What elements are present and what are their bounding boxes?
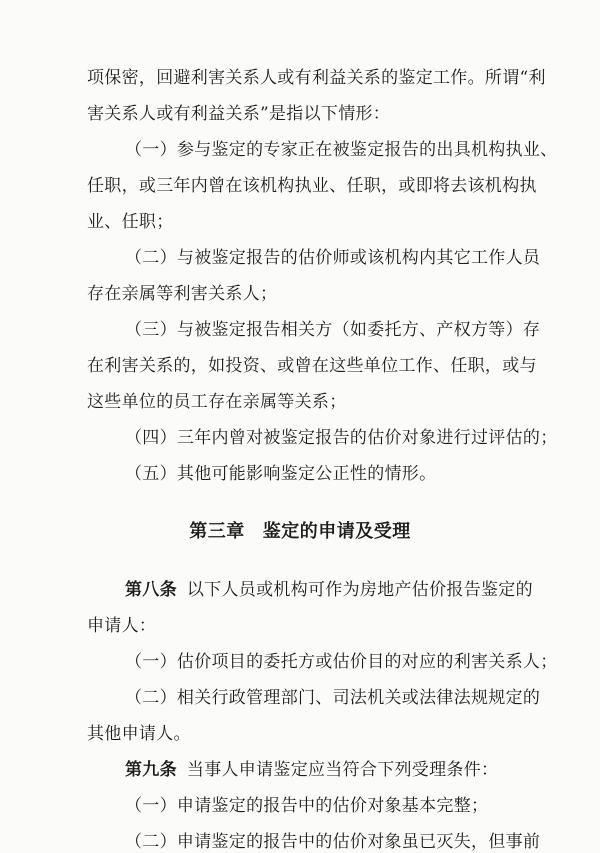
- chapter-number: 第三章: [189, 521, 245, 542]
- list-item-text: 业、任职；: [87, 212, 174, 232]
- list-item-text: （一）参与鉴定的专家正在被鉴定报告的出具机构执业、: [125, 140, 558, 160]
- list-item-text: （二）与被鉴定报告的估价师或该机构内其它工作人员: [125, 248, 541, 268]
- article-label: 第九条: [125, 760, 177, 780]
- article-9: [125, 759, 498, 781]
- list-item-text: （一）估价项目的委托方或估价目的对应的利害关系人；: [125, 652, 558, 672]
- list-item-text: （三）与被鉴定报告相关方（如委托方、产权方等）存: [125, 320, 541, 340]
- list-item-text: （五）其他可能影响鉴定公正性的情形。: [125, 464, 437, 484]
- list-item-text: 存在亲属等利害关系人；: [87, 284, 278, 304]
- article-text: 当事人申请鉴定应当符合下列受理条件：: [186, 760, 499, 780]
- article-text: 申请人：: [87, 616, 157, 636]
- list-item-text: （二）相关行政管理部门、司法机关或法律法规规定的: [125, 688, 541, 708]
- list-item-text: （二）申请鉴定的报告中的估价对象虽已灭失，但事前: [125, 832, 541, 852]
- text-line: 害关系人或有利益关系”是指以下情形：: [87, 104, 391, 124]
- list-item-text: （四）三年内曾对被鉴定报告的估价对象进行过评估的；: [125, 428, 558, 448]
- chapter-title: 鉴定的申请及受理: [262, 521, 411, 542]
- list-item-text: 在利害关系的，如投资、或曾在这些单位工作、任职，或与: [87, 356, 537, 376]
- article-8: [125, 579, 533, 601]
- list-item-text: （一）申请鉴定的报告中的估价对象基本完整；: [125, 796, 489, 816]
- chapter-heading: [0, 521, 600, 543]
- article-label: 第八条: [125, 580, 177, 600]
- list-item-text: 其他申请人。: [87, 724, 191, 744]
- article-text: 以下人员或机构可作为房地产估价报告鉴定的: [186, 580, 533, 600]
- text-line: 项保密，回避利害关系人或有利益关系的鉴定工作。所谓“利: [87, 68, 546, 88]
- list-item-text: 这些单位的员工存在亲属等关系；: [87, 392, 347, 412]
- list-item-text: 任职，或三年内曾在该机构执业、任职，或即将去该机构执: [87, 176, 537, 196]
